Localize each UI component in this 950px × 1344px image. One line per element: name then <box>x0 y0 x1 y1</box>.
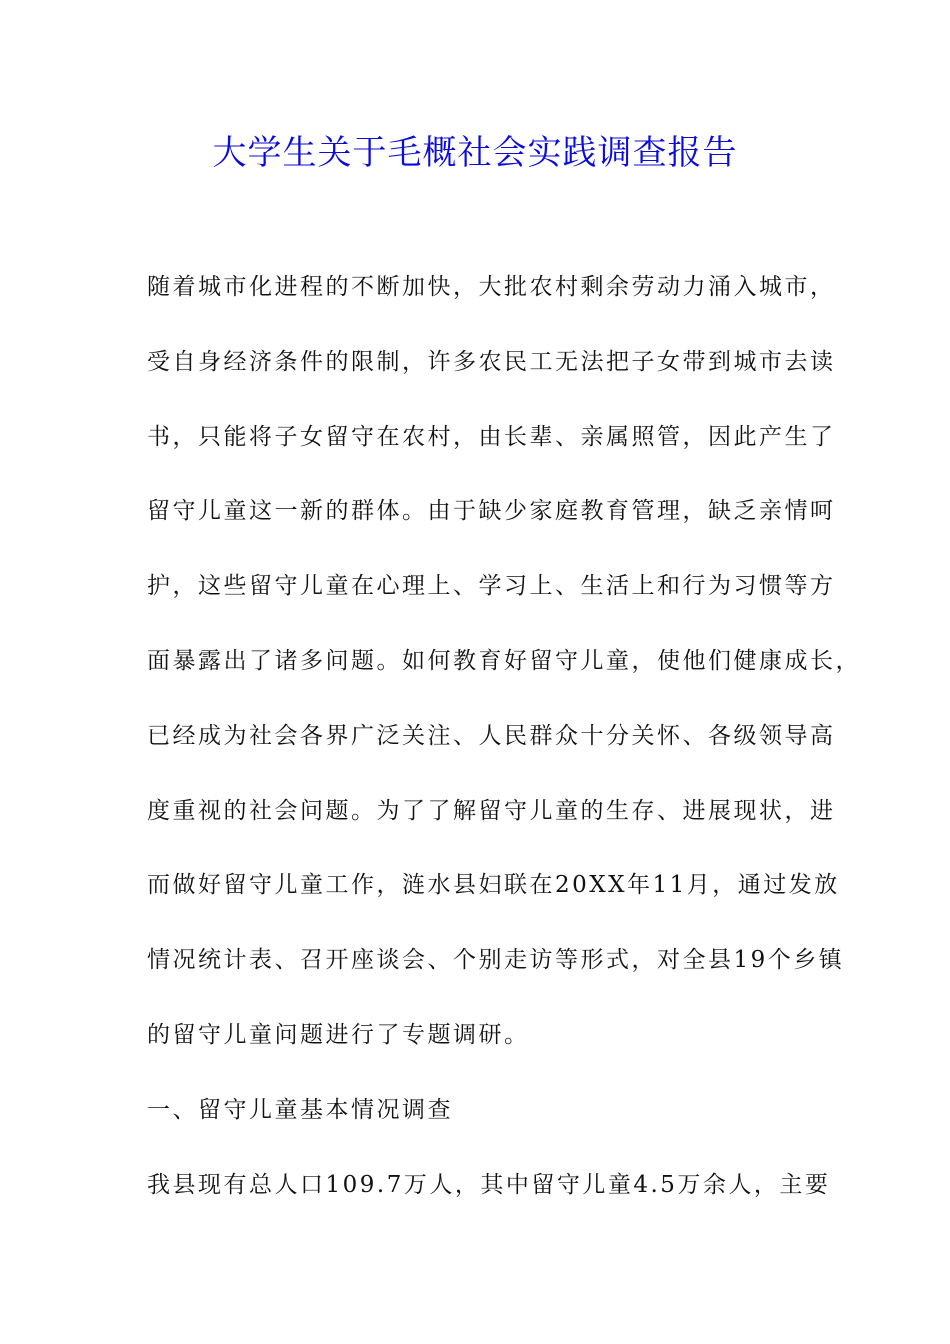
body-line: 面暴露出了诸多问题。如何教育好留守儿童，使他们健康成长， <box>147 647 861 674</box>
document-title: 大学生关于毛概社会实践调查报告 <box>212 133 738 173</box>
body-line: 留守儿童这一新的群体。由于缺少家庭教育管理，缺乏亲情呵 <box>147 498 836 525</box>
body-line: 情况统计表、召开座谈会、个别走访等形式，对全县19个乡镇 <box>147 947 845 974</box>
body-line: 的留守儿童问题进行了专题调研。 <box>147 1021 530 1048</box>
section-heading: 一、留守儿童基本情况调查 <box>147 1096 453 1123</box>
body-line: 我县现有总人口109.7万人，其中留守儿童4.5万余人，主要 <box>147 1171 831 1198</box>
body-line: 已经成为社会各界广泛关注、人民群众十分关怀、各级领导高 <box>147 722 836 749</box>
document-body <box>147 250 861 1222</box>
body-line: 书，只能将子女留守在农村，由长辈、亲属照管，因此产生了 <box>147 423 836 450</box>
body-line: 而做好留守儿童工作，涟水县妇联在20XX年11月，通过发放 <box>147 872 840 899</box>
body-line: 随着城市化进程的不断加快，大批农村剩余劳动力涌入城市， <box>147 274 836 300</box>
body-line: 护，这些留守儿童在心理上、学习上、生活上和行为习惯等方 <box>147 573 836 600</box>
body-line: 受自身经济条件的限制，许多农民工无法把子女带到城市去读 <box>147 348 836 375</box>
body-line: 度重视的社会问题。为了了解留守儿童的生存、进展现状，进 <box>147 797 836 824</box>
